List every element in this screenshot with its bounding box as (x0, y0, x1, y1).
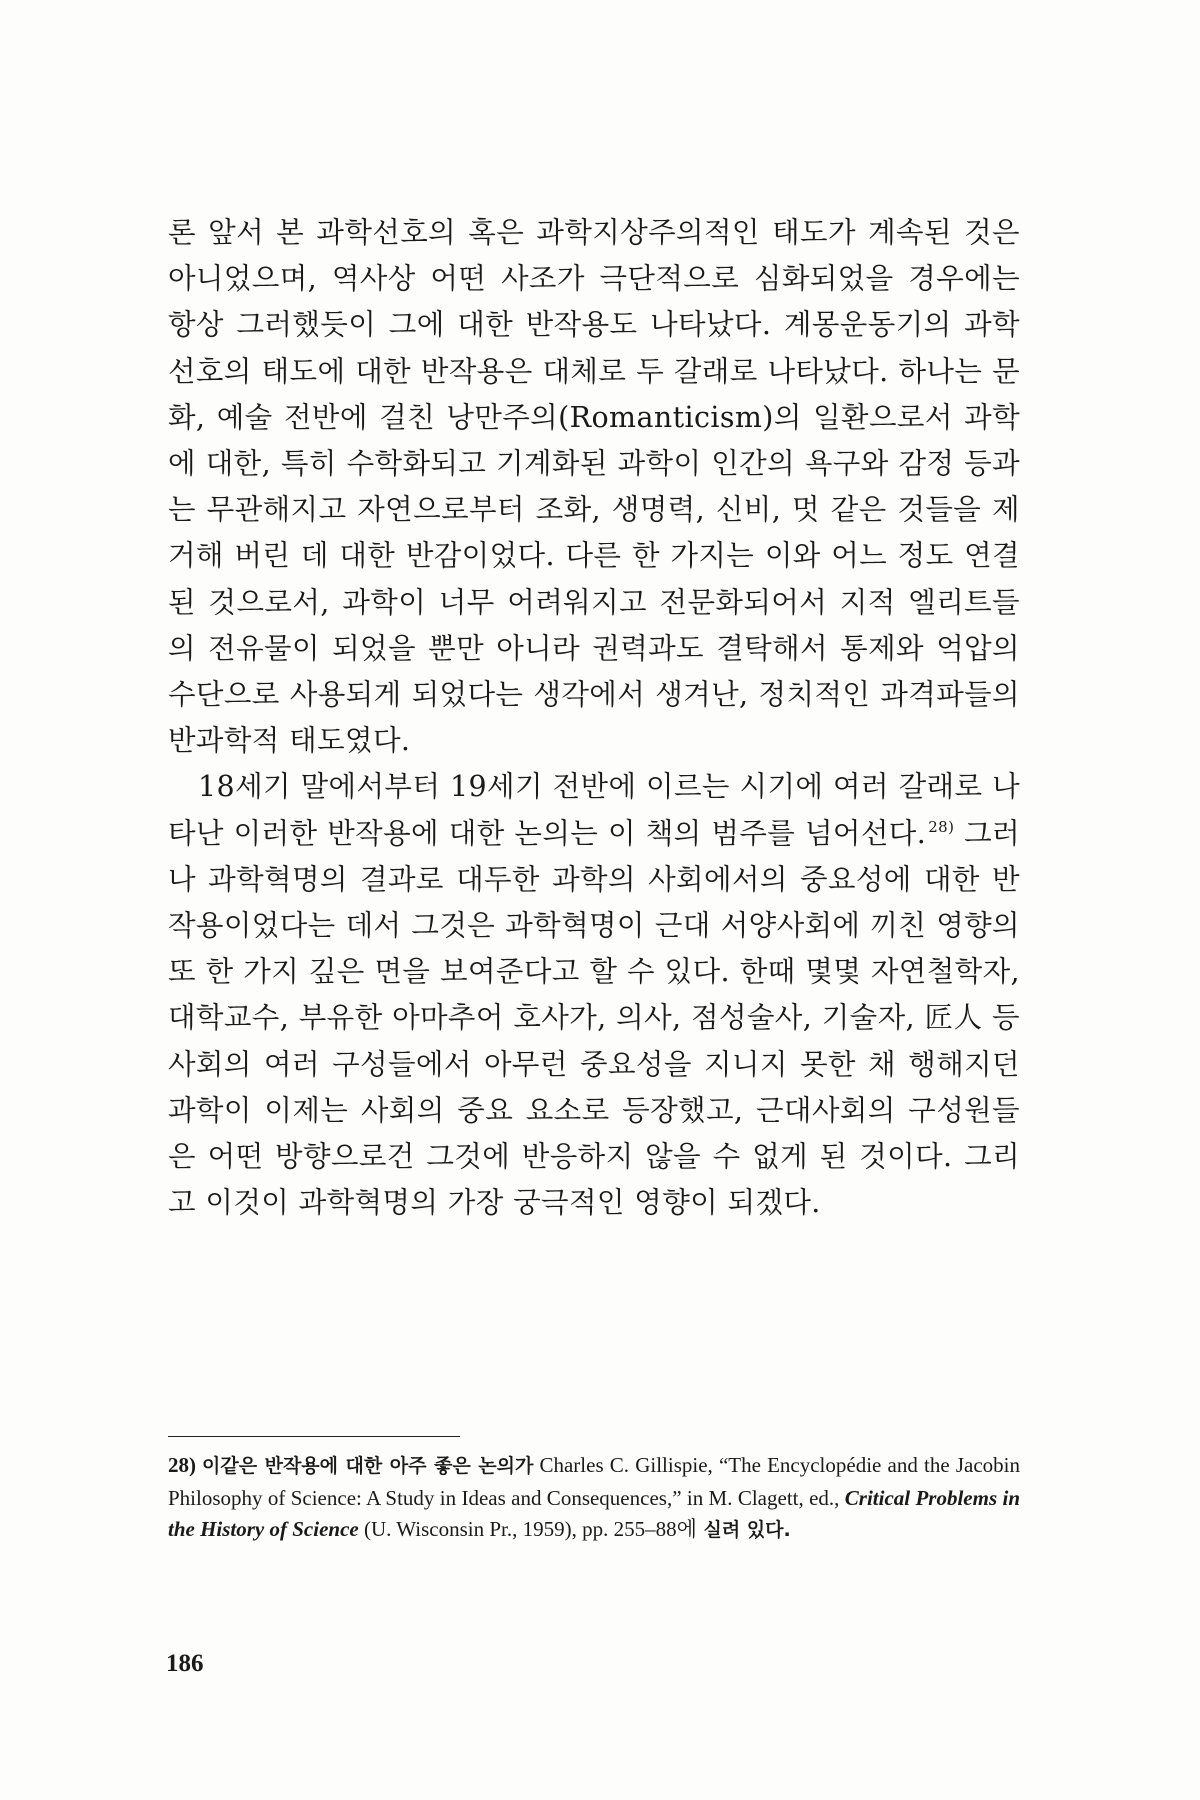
footnote (168, 1450, 1020, 1547)
body-text (168, 210, 1020, 1226)
footnote-reference: 28) (928, 818, 955, 837)
footnote-number: 28) (168, 1453, 196, 1477)
paragraph-2-part-1: 18세기 말에서부터 19세기 전반에 이르는 시기에 여러 갈래로 나타난 이러한 반작용에 대한 논의는 이 책의 범주를 넘어선다. (168, 770, 1020, 850)
page-number: 186 (166, 1650, 204, 1677)
footnote-divider (168, 1436, 460, 1437)
footnote-publication: (U. Wisconsin Pr., 1959), pp. 255–88에 (358, 1517, 697, 1541)
footnote-korean-outro: 실려 있다. (696, 1519, 791, 1541)
footnote-korean-intro: 이같은 반작용에 대한 아주 좋은 논의가 (202, 1455, 534, 1477)
paragraph-2-part-2: 그러나 과학혁명의 결과로 대두한 과학의 사회에서의 중요성에 대한 반작용이었다는 데서 그것은 과학혁명이 근대 서양사회에 끼친 영향의 또 한 가지 깊은 면을 보여준다고 할 수 있다. 한때 몇몇 자연철학자, 대학교수, 부유한 아마추어 호사가, 의사, 점성술사, 기술자, 匠人 등 사회의 여러 구성들에서 아무런 중요성을 지니지 못한 채 행해지던 과학이 이제는 사회의 중요 요소로 등장했고, 근대사회의 구성원들은 어떤 방향으로건 그것에 반응하지 않을 수 없게 된 것이다. 그리고 이것이 과학혁명의 가장 궁극적인 영향이 되겠다. (168, 816, 1021, 1220)
footnote-book-title: Critical Problems in the History of Science (168, 1485, 1021, 1541)
paragraph-1: 론 앞서 본 과학선호의 혹은 과학지상주의적인 태도가 계속된 것은 아니었으며, 역사상 어떤 사조가 극단적으로 심화되었을 경우에는 항상 그러했듯이 그에 대한 반작용도 나타났다. 계몽운동기의 과학 선호의 태도에 대한 반작용은 대체로 두 갈래로 나타났다. 하나는 문화, 예술 전반에 걸친 낭만주의(Romanticism)의 일환으로서 과학에 대한, 특히 수학화되고 기계화된 과학이 인간의 욕구와 감정 등과는 무관해지고 자연으로부터 조화, 생명력, 신비, 멋 같은 것들을 제거해 버린 데 대한 반감이었다. 다른 한 가지는 이와 어느 정도 연결된 것으로서, 과학이 너무 어려워지고 전문화되어서 지적 엘리트들의 전유물이 되었을 뿐만 아니라 권력과도 결탁해서 통제와 억압의 수단으로 사용되게 되었다는 생각에서 생겨난, 정치적인 과격파들의 반과학적 태도였다. (168, 216, 1020, 758)
paragraph-2 (168, 764, 1020, 1226)
footnote-citation: Charles C. Gillispie, “The Encyclopédie and the Jacobin Philosophy of Science: A Study in Ideas and Consequences,” in M. Clagett, ed., (168, 1453, 1020, 1510)
